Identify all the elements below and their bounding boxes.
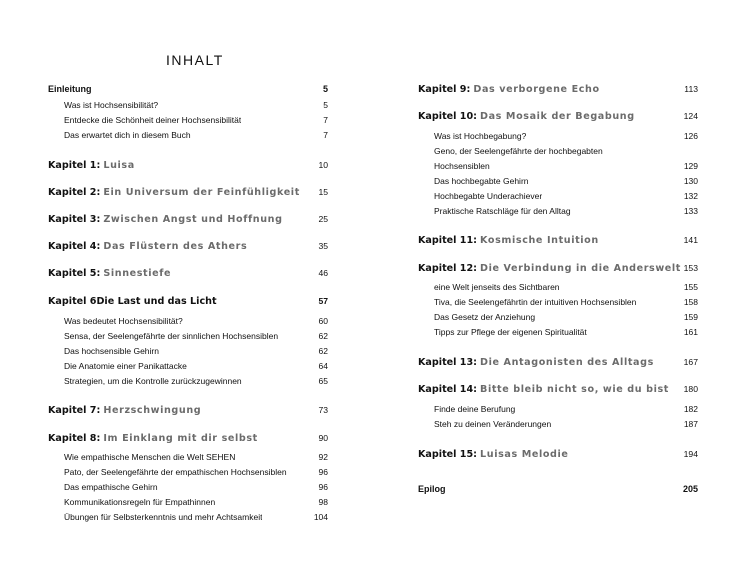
chapter-title: Bitte bleib nicht so, wie du bist	[480, 384, 669, 395]
page-title: INHALT	[166, 52, 224, 68]
toc-page-number: 92	[318, 452, 328, 462]
toc-page-number: 129	[683, 161, 698, 171]
toc-page-number: 96	[318, 467, 328, 477]
toc-subentry	[48, 130, 328, 140]
chapter-title: Luisa	[103, 160, 135, 171]
toc-subentry-title: Geno, der Seelengefährte der hochbegabten	[434, 146, 603, 156]
chapter-title: Zwischen Angst und Hoffnung	[103, 214, 283, 225]
toc-chapter	[48, 160, 328, 171]
toc-subentry-title: Tipps zur Pflege der eigenen Spiritualität	[434, 327, 587, 337]
toc-subentry	[48, 376, 328, 386]
toc-subentry	[48, 100, 328, 110]
toc-page-number: 98	[318, 497, 328, 507]
chapter-title: Luisas Melodie	[480, 449, 569, 460]
toc-entry	[48, 84, 328, 94]
chapter-label: Kapitel 6	[48, 296, 97, 307]
toc-page-number: 73	[318, 405, 328, 415]
toc-subentry	[418, 419, 698, 429]
toc-page-number: 205	[682, 484, 698, 494]
chapter-label: Kapitel 15:	[418, 449, 477, 460]
toc-chapter	[48, 405, 328, 416]
toc-page-number: 96	[318, 482, 328, 492]
toc-subentry-title: Praktische Ratschläge für den Alltag	[434, 206, 571, 216]
toc-page-number: 182	[683, 404, 698, 414]
toc-subentry	[418, 312, 698, 322]
chapter-label: Kapitel 3:	[48, 214, 101, 225]
chapter-label: Kapitel 8:	[48, 433, 101, 444]
chapter-title: Kosmische Intuition	[480, 235, 599, 246]
toc-page-number: 158	[683, 297, 698, 307]
toc-subentry-title: Das Gesetz der Anziehung	[434, 312, 536, 322]
toc-page-number: 25	[318, 214, 328, 224]
toc-subentry-title: Kommunikationsregeln für Empathinnen	[64, 497, 216, 507]
toc-subentry	[48, 331, 328, 341]
toc-page-number: 124	[683, 111, 698, 121]
toc-subentry	[48, 482, 328, 492]
toc-subentry-title: Was ist Hochbegabung?	[434, 131, 527, 141]
toc-subentry	[418, 131, 698, 141]
toc-subentry	[418, 146, 698, 156]
chapter-title: Ein Universum der Feinfühligkeit	[103, 187, 300, 198]
toc-page-number: 130	[683, 176, 698, 186]
toc-subentry	[418, 327, 698, 337]
toc-page-number: 35	[318, 241, 328, 251]
chapter-title: Die Antagonisten des Alltags	[480, 357, 654, 368]
toc-page-number: 5	[322, 84, 328, 94]
toc-subentry	[48, 115, 328, 125]
toc-subentry	[418, 404, 698, 414]
toc-subentry-title: Die Anatomie einer Panikattacke	[64, 361, 187, 371]
toc-chapter	[418, 235, 698, 246]
toc-page-number: 161	[683, 327, 698, 337]
toc-chapter	[418, 111, 698, 122]
toc-entry-title: Einleitung	[48, 84, 92, 94]
toc-chapter	[418, 84, 698, 95]
toc-chapter	[48, 241, 328, 252]
toc-page-number: 90	[318, 433, 328, 443]
chapter-label: Kapitel 10:	[418, 111, 477, 122]
chapter-title: Im Einklang mit dir selbst	[103, 433, 258, 444]
chapter-label: Kapitel 7:	[48, 405, 101, 416]
toc-subentry-title: Das hochsensible Gehirn	[64, 346, 159, 356]
toc-subentry-title: Das hochbegabte Gehirn	[434, 176, 529, 186]
toc-subentry	[48, 497, 328, 507]
toc-page-number: 57	[318, 296, 328, 306]
toc-subentry	[48, 467, 328, 477]
toc-chapter	[48, 296, 328, 307]
toc-page-number: 141	[683, 235, 698, 245]
chapter-label: Kapitel 2:	[48, 187, 101, 198]
toc-page-number: 126	[683, 131, 698, 141]
toc-subentry	[418, 282, 698, 292]
chapter-title: Das Flüstern des Äthers	[103, 241, 248, 252]
toc-subentry-title: Finde deine Berufung	[434, 404, 516, 414]
toc-page-number: 133	[683, 206, 698, 216]
toc-page-number: 187	[683, 419, 698, 429]
chapter-title: Herzschwingung	[103, 405, 202, 416]
toc-subentry-title: Das erwartet dich in diesem Buch	[64, 130, 191, 140]
toc-subentry-title: Was bedeutet Hochsensibilität?	[64, 316, 183, 326]
toc-subentry-title: Was ist Hochsensibilität?	[64, 100, 159, 110]
toc-subentry	[418, 206, 698, 216]
toc-subentry-title: Tiva, die Seelengefährtin der intuitiven Hochsensiblen	[434, 297, 637, 307]
toc-subentry-title: Wie empathische Menschen die Welt SEHEN	[64, 452, 236, 462]
toc-page-number: 7	[323, 115, 328, 125]
toc-chapter	[48, 187, 328, 198]
toc-subentry-title: Sensa, der Seelengefährte der sinnlichen Hochsensiblen	[64, 331, 279, 341]
toc-subentry	[418, 161, 698, 171]
toc-entry-title: Epilog	[418, 484, 446, 494]
toc-chapter	[418, 357, 698, 368]
toc-page-number: 15	[318, 187, 328, 197]
chapter-label: Kapitel 4:	[48, 241, 101, 252]
toc-subentry	[418, 176, 698, 186]
toc-chapter	[48, 433, 328, 444]
toc-page-number: 104	[313, 512, 328, 522]
chapter-title: Die Verbindung in die Anderswelt	[480, 263, 681, 274]
toc-subentry	[48, 512, 328, 522]
chapter-label: Kapitel 12:	[418, 263, 477, 274]
chapter-label: Kapitel 11:	[418, 235, 477, 246]
toc-page-number: 180	[683, 384, 698, 394]
toc-chapter	[418, 449, 698, 460]
toc-page-number: 62	[318, 331, 328, 341]
toc-subentry-title: Steh zu deinen Veränderungen	[434, 419, 552, 429]
toc-chapter	[418, 384, 698, 395]
toc-page-number: 5	[323, 100, 328, 110]
toc-subentry-title: Hochsensiblen	[434, 161, 490, 171]
toc-subentry	[48, 361, 328, 371]
toc-page-number: 10	[318, 160, 328, 170]
toc-subentry-title: Strategien, um die Kontrolle zurückzugewinnen	[64, 376, 242, 386]
chapter-label: Kapitel 13:	[418, 357, 477, 368]
toc-page-number: 7	[323, 130, 328, 140]
chapter-title: Die Last und das Licht	[96, 296, 217, 307]
toc-subentry	[418, 297, 698, 307]
toc-subentry-title: Pato, der Seelengefährte der empathischen Hochsensiblen	[64, 467, 287, 477]
toc-chapter	[48, 214, 328, 225]
toc-page-number: 132	[683, 191, 698, 201]
toc-subentry-title: eine Welt jenseits des Sichtbaren	[434, 282, 560, 292]
toc-page-number: 60	[318, 316, 328, 326]
toc-subentry-title: Übungen für Selbsterkenntnis und mehr Achtsamkeit	[64, 512, 263, 522]
toc-subentry	[418, 191, 698, 201]
toc-subentry-title: Entdecke die Schönheit deiner Hochsensibilität	[64, 115, 242, 125]
toc-page-number: 62	[318, 346, 328, 356]
toc-page-number: 64	[318, 361, 328, 371]
toc-page-number: 155	[683, 282, 698, 292]
toc-page-number: 46	[318, 268, 328, 278]
toc-page-number: 167	[683, 357, 698, 367]
toc-subentry	[48, 452, 328, 462]
toc-page-number: 194	[683, 449, 698, 459]
chapter-label: Kapitel 5:	[48, 268, 101, 279]
chapter-label: Kapitel 1:	[48, 160, 101, 171]
toc-page-number: 65	[318, 376, 328, 386]
toc-subentry	[48, 346, 328, 356]
toc-chapter	[48, 268, 328, 279]
toc-entry	[418, 484, 698, 494]
toc-page-number: 113	[684, 84, 698, 94]
toc-subentry-title: Das empathische Gehirn	[64, 482, 158, 492]
toc-subentry-title: Hochbegabte Underachiever	[434, 191, 543, 201]
chapter-label: Kapitel 14:	[418, 384, 477, 395]
chapter-title: Das Mosaik der Begabung	[480, 111, 635, 122]
chapter-title: Sinnestiefe	[103, 268, 172, 279]
toc-chapter	[418, 263, 698, 274]
toc-page-number: 159	[683, 312, 698, 322]
toc-subentry	[48, 316, 328, 326]
chapter-label: Kapitel 9:	[418, 84, 471, 95]
toc-page-number: 153	[683, 263, 698, 273]
chapter-title: Das verborgene Echo	[473, 84, 600, 95]
